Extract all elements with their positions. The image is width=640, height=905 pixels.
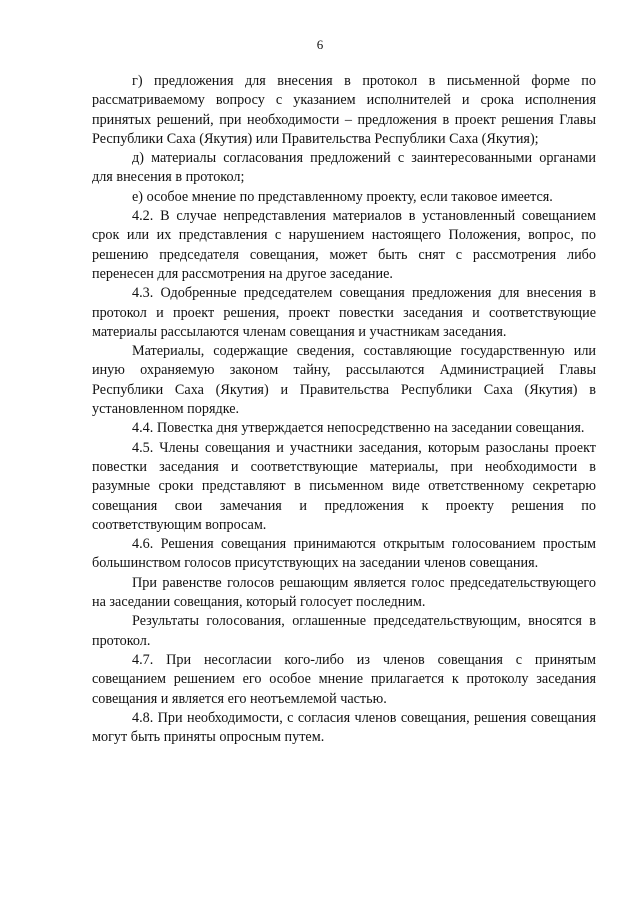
- paragraph-4-8: 4.8. При необходимости, с согласия членов совещания, решения совещания могут быть приняты опросным путем.: [92, 709, 596, 746]
- paragraph-4-6-vote-results: Результаты голосования, оглашенные председательствующим, вносятся в протокол.: [92, 613, 596, 649]
- paragraph-4-6: 4.6. Решения совещания принимаются открытым голосованием простым большинством голосов присутствующих на заседании членов совещания.: [92, 536, 596, 572]
- paragraph-4-6-tie-vote: При равенстве голосов решающим является голос председательствующего на заседании совещания, который голосует последним.: [92, 574, 596, 611]
- document-body: [92, 72, 596, 747]
- paragraph-4-5: 4.5. Члены совещания и участники заседания, которым разосланы проект повестки заседания и соответствующие материалы, при необходимости в разумные сроки представляют в письменном виде ответственному секретарю совещания свои замечания и предложения к проекту решения по соответствующим вопросам.: [92, 439, 596, 533]
- paragraph-4-2: 4.2. В случае непредставления материалов в установленный совещанием срок или их представления с нарушением настоящего Положения, вопрос, по решению председателя совещания, может быть снят с рассмотрения либо перенесен для рассмотрения на другое заседание.: [92, 208, 596, 282]
- paragraph-4-3: 4.3. Одобренные председателем совещания предложения для внесения в протокол и проект решения, проект повестки заседания и соответствующие материалы рассылаются членам совещания и участникам заседания.: [92, 285, 596, 340]
- paragraph-4-7: 4.7. При несогласии кого-либо из членов совещания с принятым совещанием решением его особое мнение прилагается к протоколу заседания совещания и является его неотъемлемой частью.: [92, 651, 596, 707]
- paragraph-item-g: г) предложения для внесения в протокол в письменной форме по рассматриваемому вопросу с указанием исполнителей и срока исполнения принятых решений, при необходимости – предложения в проект решения Главы Республики Саха (Якутия) или Правительства Республики Саха (Якутия);: [92, 73, 596, 147]
- paragraph-4-3-secret-materials: Материалы, содержащие сведения, составляющие государственную или иную охраняемую законом тайну, рассылаются Администрацией Главы Республики Саха (Якутия) и Правительства Республики Саха (Якутия) в установленном порядке.: [92, 343, 596, 418]
- paragraph-item-e: е) особое мнение по представленному проекту, если таковое имеется.: [132, 188, 553, 205]
- page-number: 6: [316, 37, 324, 52]
- paragraph-item-d: д) материалы согласования предложений с заинтересованными органами для внесения в протокол;: [92, 150, 596, 186]
- paragraph-4-4: 4.4. Повестка дня утверждается непосредственно на заседании совещания.: [132, 420, 585, 437]
